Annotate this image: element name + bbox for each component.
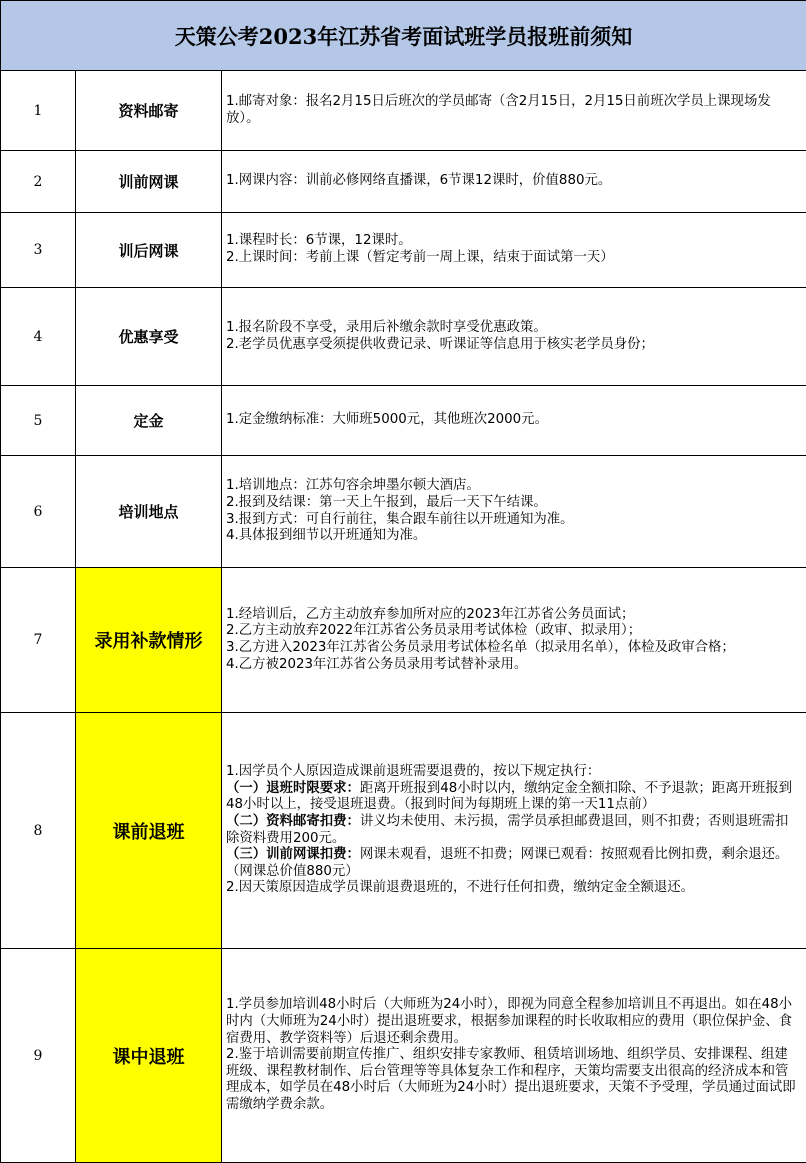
table-row [1,71,806,151]
content-line: 1.课程时长：6节课，12课时。 [226,233,800,250]
row-item-title: 资料邮寄 [76,71,222,151]
row-content [222,568,806,713]
row-content [222,288,806,386]
row-number: 3 [1,213,76,288]
content-line: 1.报名阶段不享受，录用后补缴余款时享受优惠政策。 [226,320,800,337]
content-subsection [226,847,800,880]
content-line: 1.培训地点：江苏句容余坤墨尔顿大酒店。 [226,478,800,495]
content-line: 4.乙方被2023年江苏省公务员录用考试替补录用。 [226,657,800,674]
row-item-title: 训前网课 [76,151,222,213]
content-line: 1.经培训后，乙方主动放弃参加所对应的2023年江苏省公务员面试； [226,607,800,624]
row-number: 2 [1,151,76,213]
content-line: 2.老学员优惠享受须提供收费记录、听课证等信息用于核实老学员身份； [226,337,800,354]
row-number: 1 [1,71,76,151]
content-subsection [226,814,800,847]
table-row [1,456,806,568]
row-content [222,456,806,568]
table-row [1,213,806,288]
row-number: 6 [1,456,76,568]
table-row [1,949,806,1163]
title-row [1,1,806,71]
subsection-text: 距离开班报到48小时以内，缴纳定金全额扣除、不予退款；距离开班报到48小时以上，接受退班退费。（报到时间为每期班上课的第一天11点前） [226,781,792,813]
row-number: 4 [1,288,76,386]
page-title: 天策公考2023年江苏省考面试班学员报班前须知 [1,1,806,71]
row-item-title: 训后网课 [76,213,222,288]
row-item-title: 录用补款情形 [76,568,222,713]
subsection-heading: （二）资料邮寄扣费： [226,814,360,829]
row-item-title: 课中退班 [76,949,222,1163]
row-content [222,71,806,151]
subsection-heading: （一）退班时限要求： [226,781,360,796]
subsection-heading: （三）训前网课扣费： [226,847,360,862]
content-line: 1.网课内容：训前必修网络直播课，6节课12课时，价值880元。 [226,173,800,190]
content-line: 2.鉴于培训需要前期宣传推广、组织安排专家教师、租赁培训场地、组织学员、安排课程、组建班级、课程教材制作、后台管理等等具体复杂工作和程序，天策均需要支出很高的经济成本和管理成本，如学员在48小时后（大师班为24小时）提出退班要求，天策不予受理，学员通过面试即需缴纳学费余款。 [226,1047,800,1113]
table-row [1,151,806,213]
content-line: 3.报到方式：可自行前往，集合跟车前往以开班通知为准。 [226,512,800,529]
table-row [1,386,806,456]
content-line: 1.学员参加培训48小时后（大师班为24小时），即视为同意全程参加培训且不再退出。如在48小时内（大师班为24小时）提出退班要求，根据参加课程的时长收取相应的费用（职位保护金、食宿费用、教学资料等）后退还剩余费用。 [226,997,800,1047]
row-content [222,213,806,288]
content-subsection [226,781,800,814]
row-number: 5 [1,386,76,456]
content-line: 2.因天策原因造成学员课前退费退班的，不进行任何扣费，缴纳定金全额退还。 [226,880,800,897]
subsection-text: 讲义均未使用、未污损，需学员承担邮费退回，则不扣费；否则退班需扣除资料费用200元。 [226,814,788,846]
content-line: 2.乙方主动放弃2022年江苏省公务员录用考试体检（政审、拟录用）； [226,623,800,640]
content-line: 1.因学员个人原因造成课前退班需要退费的，按以下规定执行： [226,764,800,781]
content-line: 4.具体报到细节以开班通知为准。 [226,528,800,545]
row-content [222,949,806,1163]
subsection-text: 网课未观看，退班不扣费；网课已观看：按照观看比例扣费，剩余退还。（网课总价值880元） [226,847,788,879]
content-line: 2.报到及结课：第一天上午报到，最后一天下午结课。 [226,495,800,512]
row-item-title: 优惠享受 [76,288,222,386]
row-number: 7 [1,568,76,713]
table-row [1,568,806,713]
row-item-title: 定金 [76,386,222,456]
content-line: 3.乙方进入2023年江苏省公务员录用考试体检名单（拟录用名单），体检及政审合格； [226,640,800,657]
table-row [1,288,806,386]
row-content [222,386,806,456]
content-line: 1.定金缴纳标准：大师班5000元，其他班次2000元。 [226,412,800,429]
row-item-title: 培训地点 [76,456,222,568]
row-content [222,151,806,213]
row-number: 9 [1,949,76,1163]
content-line: 1.邮寄对象：报名2月15日后班次的学员邮寄（含2月15日，2月15日前班次学员上课现场发放）。 [226,94,800,127]
content-line: 2.上课时间：考前上课（暂定考前一周上课，结束于面试第一天） [226,250,800,267]
row-item-title: 课前退班 [76,713,222,949]
table-row [1,713,806,949]
row-content [222,713,806,949]
row-number: 8 [1,713,76,949]
